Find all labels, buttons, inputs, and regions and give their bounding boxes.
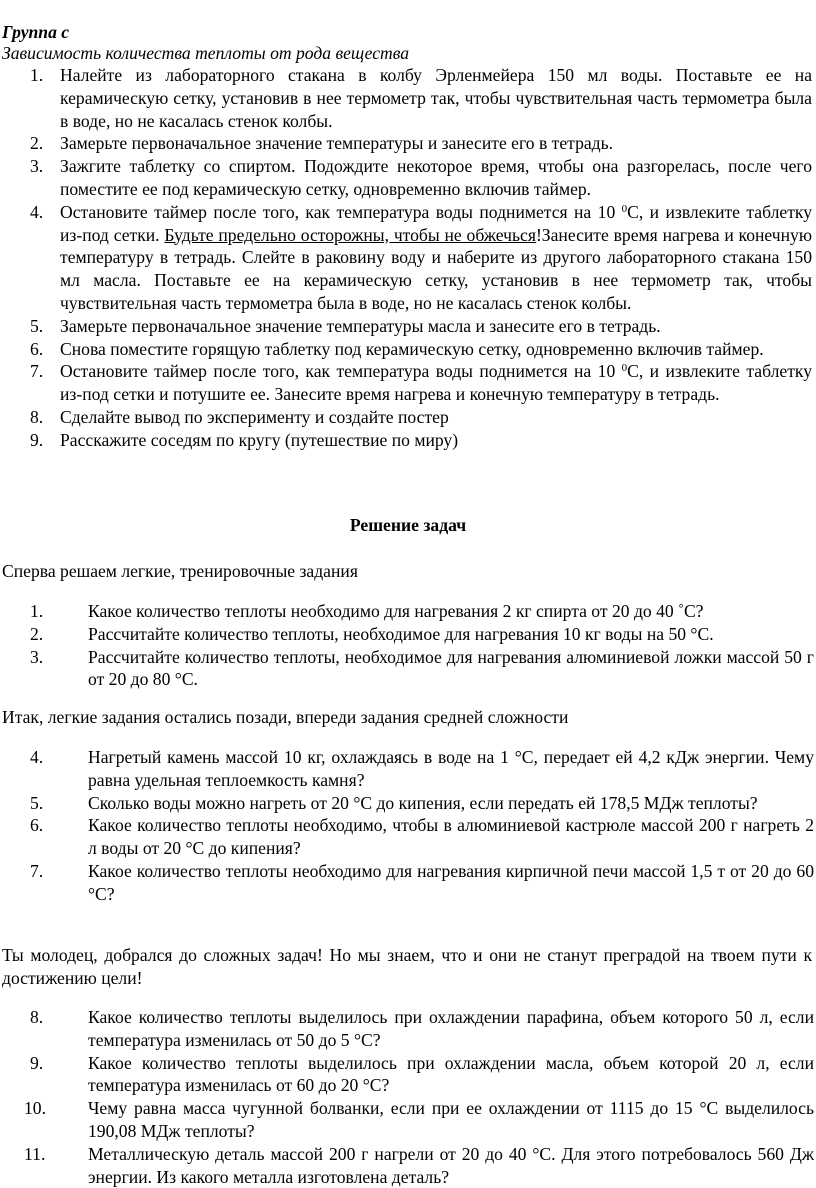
step-text: Остановите таймер после того, как температура воды поднимется на 10 $^0$С, и извлеките таблетку из-под сетки. Будьте предельно осторожны, чтобы не обжечься!Занесите время нагрева и конечную температуру в тетрадь. Слейте в раковину воду и наберите из другого лабораторного стакана 150 мл масла. Поставьте ее на керамическую сетку, установив в нее термометр так, чтобы чувствительная часть термометра была в воде, но не касалась стенок колбы. [60,201,813,313]
experiment-steps [0,64,812,452]
task-item: 11. Металлическую деталь массой 200 г нагрели от 20 до 40 °С. Для этого потребовалось 560 Дж энергии. Из какого металла изготовлена деталь? [24,1143,814,1187]
degree-superscript: 0 [621,362,628,375]
step-item: 9. Расскажите соседям по кругу (путешествие по миру) [30,429,459,450]
task-item: 8. Какое количество теплоты выделилось при охлаждении парафина, объем которого 50 л, если температура изменилась от 50 до 5 °С? [30,1007,814,1050]
task-text: Рассчитайте количество теплоты, необходимое для нагревания 10 кг воды на 50 °С. [88,623,714,644]
easy-tasks [0,600,814,691]
step-text: Зажгите таблетку со спиртом. Подождите некоторое время, чтобы она разгорелась, после чего поместите ее под керамическую сетку, одновременно включив таймер. [60,156,812,199]
task-item: 10. Чему равна масса чугунной болванки, если при ее охлаждении от 1115 до 15 °С выделилось 190,08 МДж теплоты? [24,1098,814,1141]
task-text: Металлическую деталь массой 200 г нагрели от 20 до 40 °С. Для этого потребовалось 560 Дж энергии. Из какого металла изготовлена деталь? [88,1143,814,1187]
task-item: 6. Какое количество теплоты необходимо, чтобы в алюминиевой кастрюле массой 200 г нагреть 2 л воды от 20 °С до кипения? [30,815,814,859]
hard-tasks [0,1006,814,1188]
step-text: Замерьте первоначальное значение температуры и занесите его в тетрадь. [60,133,614,154]
task-text: Нагретый камень массой 10 кг, охлаждаясь в воде на 1 °С, передает ей 4,2 кДж энергии. Чему равна удельная теплоемкость камня? [88,747,814,790]
task-text: Какое количество теплоты выделилось при охлаждении парафина, объем которого 50 л, если температура изменилась от 50 до 5 °С? [88,1007,814,1050]
step-text: Сделайте вывод по эксперименту и создайте постер [60,406,449,427]
intro-hard: Ты молодец, добрался до сложных задач! Но мы знаем, что и они не станут преградой на твоем пути к достижению цели! [2,945,812,988]
section-subtitle: Зависимость количества теплоты от рода вещества [2,43,410,63]
safety-warning: Будьте предельно осторожны, чтобы не обжечься [164,224,536,245]
step-item: 6. Снова поместите горящую таблетку под керамическую сетку, одновременно включив таймер. [30,338,764,359]
step-text: Снова поместите горящую таблетку под керамическую сетку, одновременно включив таймер. [60,338,764,359]
step-item: 7. Остановите таймер после того, как температура воды поднимется на 10 $^0$С, и извлеките таблетку из-под сетки и потушите ее. Занесите время нагрева и конечную температуру в тетрадь. [30,361,812,405]
task-item: 4. Нагретый камень массой 10 кг, охлаждаясь в воде на 1 °С, передает ей 4,2 кДж энергии. Чему равна удельная теплоемкость камня? [30,747,814,790]
task-text: Какое количество теплоты необходимо для нагревания 2 кг спирта от 20 до 40 ˚С? [88,601,704,621]
degree-superscript: 0 [621,202,628,215]
step-text: Налейте из лабораторного стакана в колбу Эрленмейера 150 мл воды. Поставьте ее на керамическую сетку, установив в нее термометр так, чтобы чувствительная часть термометра была в воде, но не касалась стенок колбы. [60,65,812,131]
step-item: 1. Налейте из лабораторного стакана в колбу Эрленмейера 150 мл воды. Поставьте ее на керамическую сетку, установив в нее термометр так, чтобы чувствительная часть термометра была в воде, но не касалась стенок колбы. [30,65,812,131]
task-item: 5. Сколько воды можно нагреть от 20 °С до кипения, если передать ей 178,5 МДж теплоты? [30,792,758,813]
step-item: 2. Замерьте первоначальное значение температуры и занесите его в тетрадь. [30,133,614,154]
step-text: Остановите таймер после того, как температура воды поднимется на 10 $^0$С, и извлеките таблетку из-под сетки и потушите ее. Занесите время нагрева и конечную температуру в тетрадь. [60,361,812,405]
task-item: 9. Какое количество теплоты выделилось при охлаждении масла, объем которой 20 л, если температура изменилась от 60 до 20 °С? [30,1052,814,1096]
step-text: Замерьте первоначальное значение температуры масла и занесите его в тетрадь. [60,315,661,336]
task-text: Какое количество теплоты выделилось при охлаждении масла, объем которой 20 л, если температура изменилась от 60 до 20 °С? [88,1052,814,1096]
task-text: Какое количество теплоты необходимо для нагревания кирпичной печи массой 1,5 т от 20 до 60 °С? [88,860,814,904]
task-text: Какое количество теплоты необходимо, чтобы в алюминиевой кастрюле массой 200 г нагреть 2 л воды от 20 °С до кипения? [88,815,814,859]
solutions-heading: Решение задач [349,515,467,535]
task-item: 2. Рассчитайте количество теплоты, необходимое для нагревания 10 кг воды на 50 °С. [30,623,714,644]
task-item: 1. Какое количество теплоты необходимо для нагревания 2 кг спирта от 20 до 40 ˚С? [30,601,704,621]
intro-easy: Сперва решаем легкие, тренировочные задания [2,561,358,581]
step-item: 8. Сделайте вывод по эксперименту и создайте постер [30,406,449,427]
task-item: 3. Рассчитайте количество теплоты, необходимое для нагревания алюминиевой ложки массой 50 г от 20 до 80 °С. [30,646,814,690]
medium-tasks [0,746,814,906]
intro-medium: Итак, легкие задания остались позади, впереди задания средней сложности [2,707,569,727]
group-title: Группа с [2,22,70,42]
task-text: Чему равна масса чугунной болванки, если при ее охлаждении от 1115 до 15 °С выделилось 190,08 МДж теплоты? [88,1098,814,1141]
step-item: 5. Замерьте первоначальное значение температуры масла и занесите его в тетрадь. [30,315,661,336]
task-item: 7. Какое количество теплоты необходимо для нагревания кирпичной печи массой 1,5 т от 20 до 60 °С? [30,860,814,904]
step-item: 3. Зажгите таблетку со спиртом. Подождите некоторое время, чтобы она разгорелась, после чего поместите ее под керамическую сетку, одновременно включив таймер. [30,156,812,199]
step-text: Расскажите соседям по кругу (путешествие по миру) [60,429,459,450]
step-item: 4. Остановите таймер после того, как температура воды поднимется на 10 $^0$С, и извлеките таблетку из-под сетки. Будьте предельно осторожны, чтобы не обжечься!Занесите время нагрева и конечную температуру в тетрадь. Слейте в раковину воду и наберите из другого лабораторного стакана 150 мл масла. Поставьте ее на керамическую сетку, установив в нее термометр так, чтобы чувствительная часть термометра была в воде, но не касалась стенок колбы. [30,201,813,313]
task-text: Рассчитайте количество теплоты, необходимое для нагревания алюминиевой ложки массой 50 г от 20 до 80 °С. [88,646,814,690]
task-text: Сколько воды можно нагреть от 20 °С до кипения, если передать ей 178,5 МДж теплоты? [88,792,758,813]
